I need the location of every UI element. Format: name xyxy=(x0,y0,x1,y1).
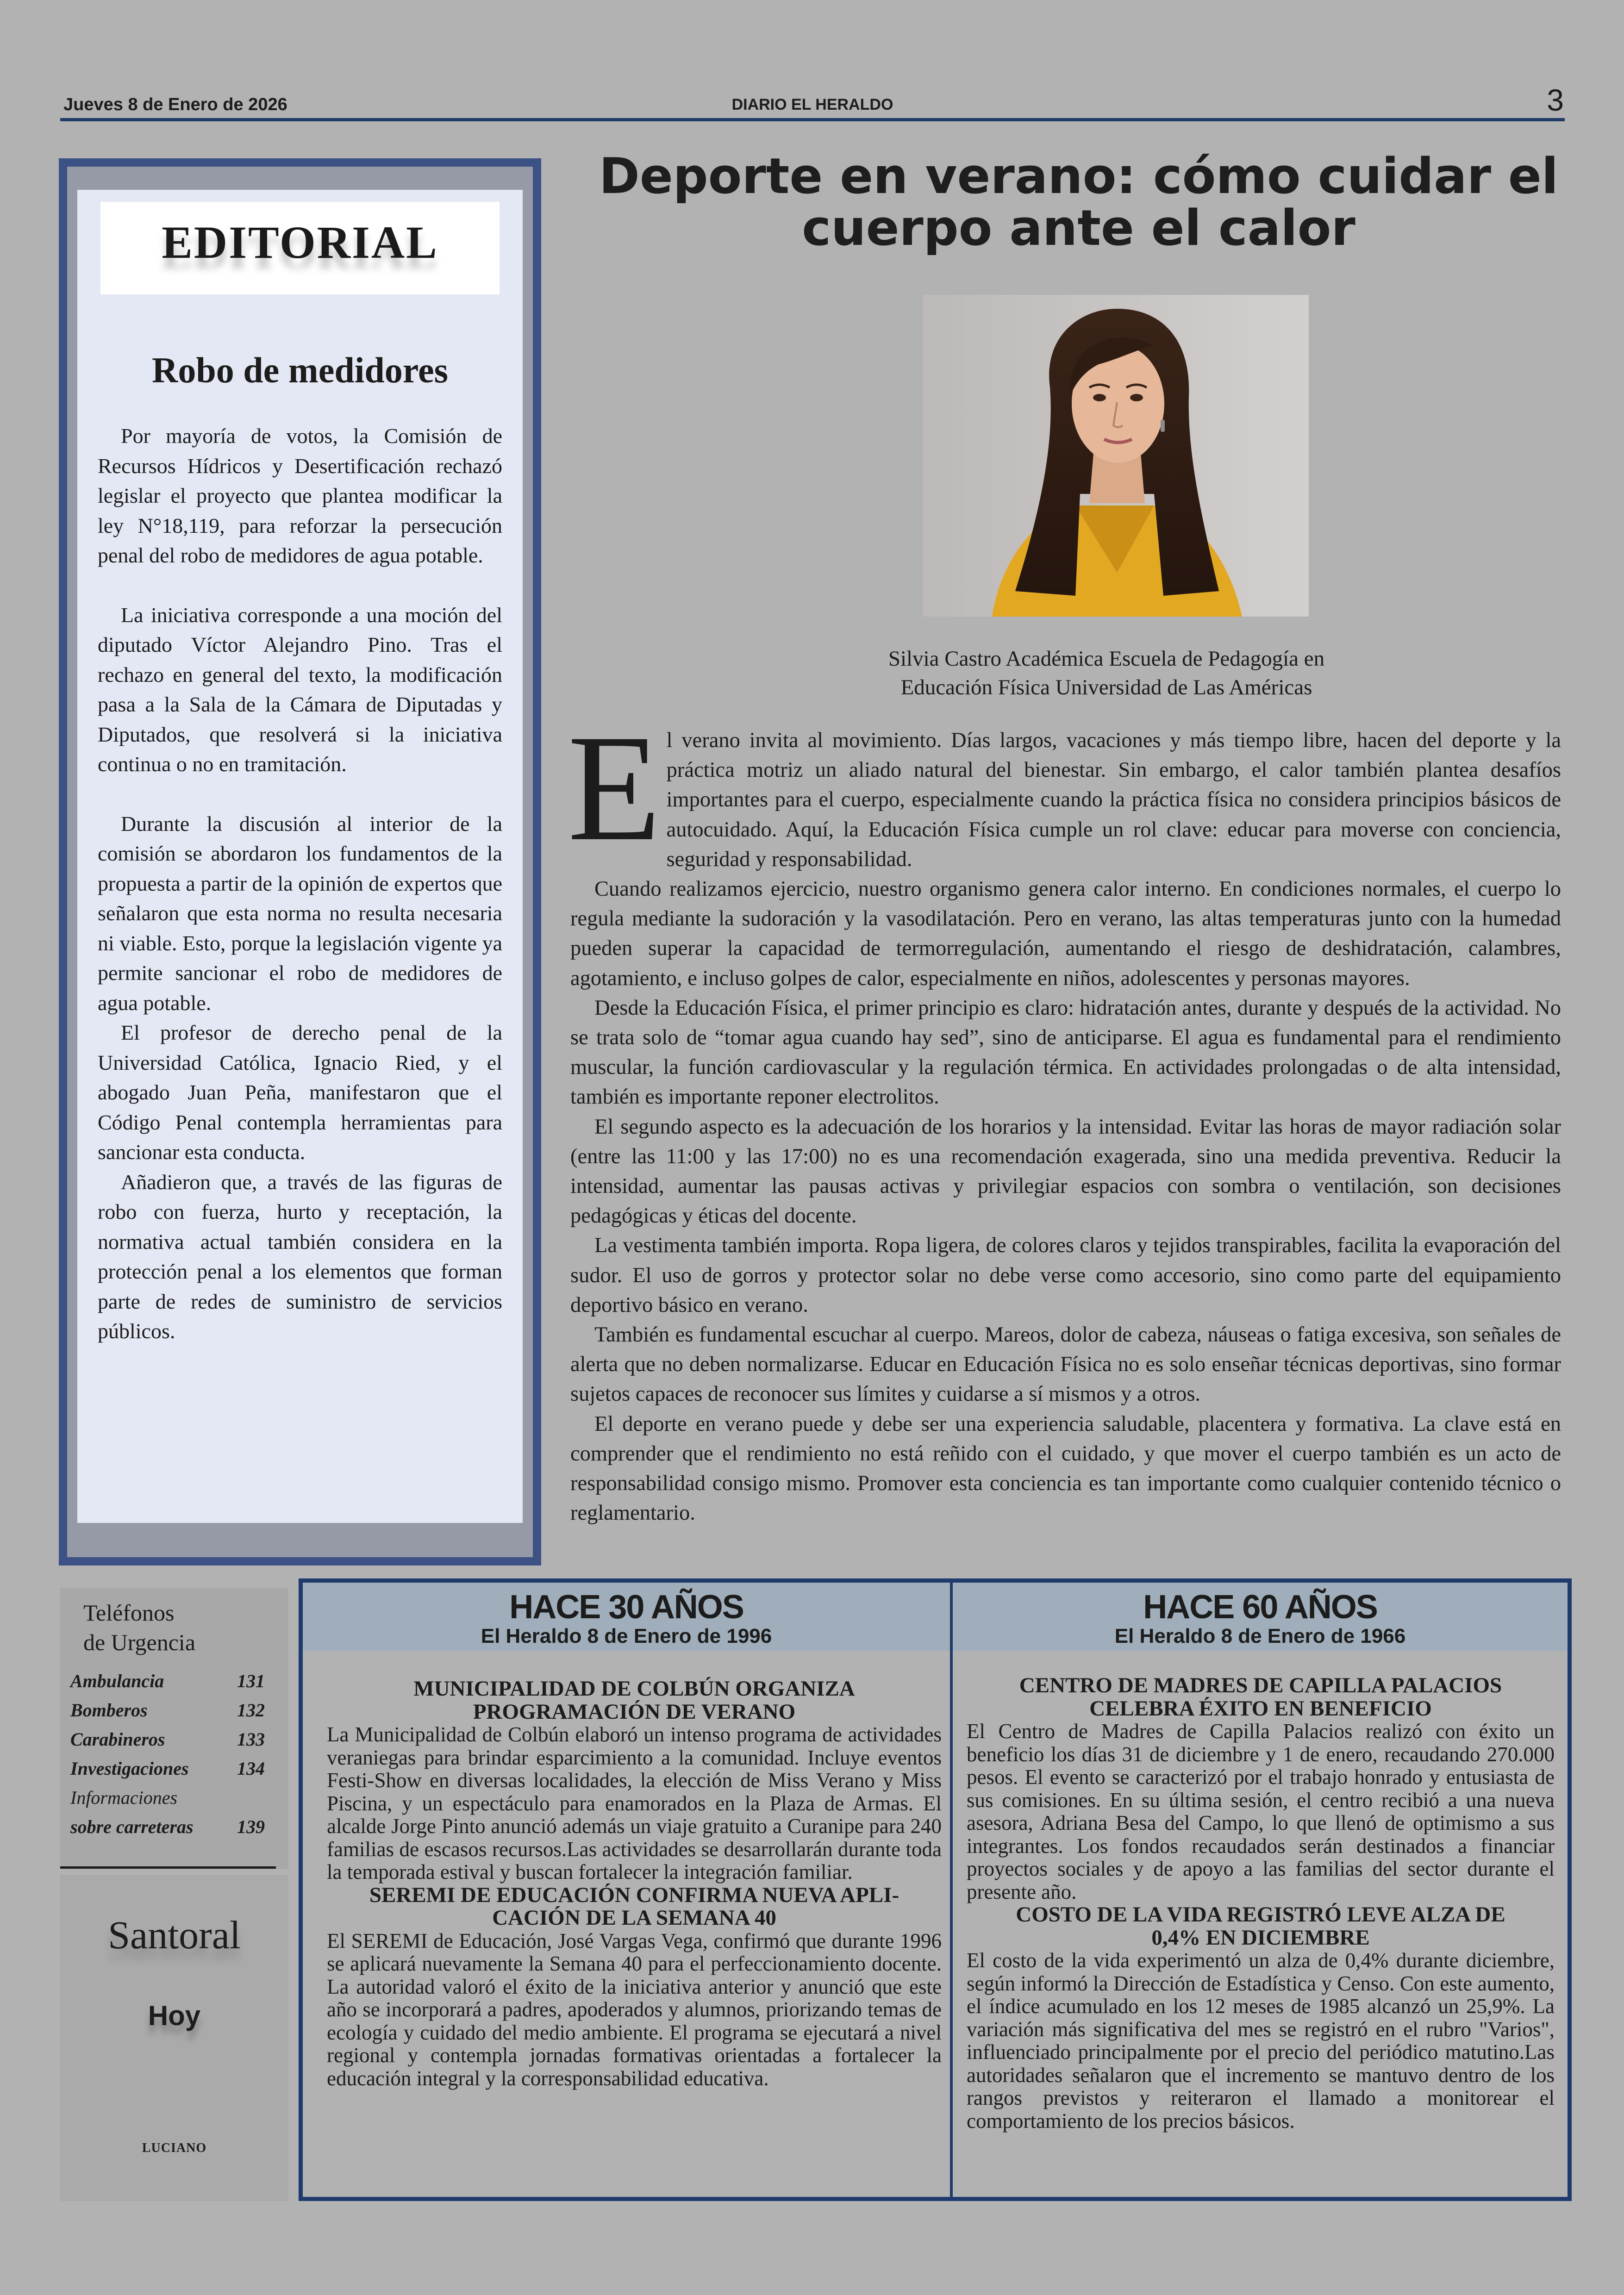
editorial-paragraph: Durante la discusión al interior de la comisión se abordaron los fundamentos de la propuesta a partir de la opinión de expertos que señalaron que esta norma no resulta necesaria ni viable. Esto, porque la legislación vigente ya permite sancionar el robo de medidores de agua potable. xyxy=(98,811,502,1015)
santoral-today-label: Hoy xyxy=(148,2000,201,2031)
editorial-box xyxy=(59,158,541,1565)
editorial-title: Robo de medidores xyxy=(152,350,448,390)
phone-label: Bomberos xyxy=(70,1700,148,1721)
phone-entry xyxy=(70,1754,283,1783)
story-title-line: PROGRAMACIÓN DE VERANO xyxy=(473,1699,796,1724)
header-newspaper-name: DIARIO EL HERALDO xyxy=(731,96,893,113)
phone-entry xyxy=(70,1725,283,1754)
phone-number: 139 xyxy=(237,1816,265,1837)
header-date: Jueves 8 de Enero de 2026 xyxy=(63,95,287,114)
phones-divider xyxy=(60,1866,276,1869)
santoral-box xyxy=(60,1875,288,2201)
article-paragraph: El segundo aspecto es la adecuación de los horarios y la intensidad. Evitar las horas de mayor radiación solar (entre las 11:00 y las 17:00) no es una recomendación exagerada, sino una medida preventiva. Reducir la intensidad, aumentar las pausas activas y privilegiar espacios con sombra o ventilación, son decisiones pedagógicas y éticas del docente. xyxy=(570,1115,1561,1228)
phone-label: Carabineros xyxy=(70,1729,165,1750)
author-photo xyxy=(923,295,1309,617)
first-paragraph-text: l verano invita al movimiento. Días largos, vacaciones y más tiempo libre, hacen del deporte y la práctica motriz un aliado natural del bienestar. Sin embargo, el calor también plantea desafíos importantes para el cuerpo, especialmente cuando la práctica física no considera principios básicos de autocuidado. Aquí, la Educación Física cumple un rol clave: educar para moverse con conciencia, seguridad y responsabilidad. xyxy=(666,729,1561,871)
editorial-body xyxy=(98,421,502,1347)
story-text: El Centro de Madres de Capilla Palacios realizó con éxito un beneficio los días 31 de diciembre y 1 de enero, recaudando 270.000 pesos. El evento se caracterizó por el trabajo honrado y entusiasta de sus comisiones. En su última sesión, el centro recibió a una nueva asesora, Adriana Besa del Campo, lo que llenó de optimismo a sus integrantes. Los fondos recaudados serán destinados a financiar proyectos sociales y de apoyo a las familias del sector durante el presente año. xyxy=(967,1720,1555,1903)
story-title xyxy=(967,1674,1555,1720)
editorial-paragraph: Añadieron que, a través de las figuras de robo con fuerza, hurto y receptación, la normativa actual también considera en la protección penal a los elementos que forman parte de redes de suministro de servicios públicos. xyxy=(98,1170,502,1343)
article-first-paragraph xyxy=(568,704,1561,874)
emergency-phones-box xyxy=(60,1588,288,1869)
phone-label: Ambulancia xyxy=(70,1671,164,1691)
caption-line: Silvia Castro Académica Escuela de Pedagogía en xyxy=(888,647,1325,671)
editorial-paragraph: La iniciativa corresponde a una moción del diputado Víctor Alejandro Pino. Tras el rechazo en general del texto, la modificación pasa a la Sala de la Cámara de Diputadas y Diputados, que resolverá si la iniciativa continua o no en tramitación. xyxy=(98,603,502,776)
phone-number: 133 xyxy=(237,1729,265,1750)
phone-entry xyxy=(70,1696,283,1725)
article-title: Deporte en verano: cómo cuidar el cuerpo ante el calor xyxy=(599,148,1559,256)
phone-number: 131 xyxy=(237,1671,265,1691)
editorial-paragraph: El profesor de derecho penal de la Universidad Católica, Ignacio Ried, y el abogado Juan Peña, manifestaron que el Código Penal contempla herramientas para sancionar esta conducta. xyxy=(98,1021,502,1164)
phone-label: Investigaciones xyxy=(70,1758,189,1779)
story-title-line: COSTO DE LA VIDA REGISTRÓ LEVE ALZA DE xyxy=(1016,1902,1505,1927)
story-title-line: CELEBRA ÉXITO EN BENEFICIO xyxy=(1089,1696,1432,1721)
story-title-line: MUNICIPALIDAD DE COLBÚN ORGANIZA xyxy=(413,1677,855,1701)
story-title xyxy=(327,1884,942,1930)
phones-list xyxy=(70,1666,283,1841)
author-portrait-illustration xyxy=(923,295,1309,617)
story-title-line: SEREMI DE EDUCACIÓN CONFIRMA NUEVA APLI- xyxy=(369,1883,899,1907)
hace-30-header xyxy=(303,1583,950,1651)
hace-60-subheading: El Heraldo 8 de Enero de 1966 xyxy=(1114,1625,1406,1647)
article-paragraph: Cuando realizamos ejercicio, nuestro organismo genera calor interno. En condiciones normales, el cuerpo lo regula mediante la sudoración y la vasodilatación. Pero en verano, las altas temperaturas junto con la humedad pueden superar la capacidad de termorregulación, aumentando el riesgo de deshidratación, calambres, agotamiento, e incluso golpes de calor, especialmente en niños, adolescentes y personas mayores. xyxy=(570,877,1561,990)
photo-caption xyxy=(694,644,1518,702)
phone-entry xyxy=(70,1666,283,1696)
story-title xyxy=(327,1678,942,1723)
story-text: El SEREMI de Educación, José Vargas Vega, confirmó que durante 1996 se aplicará nuevamente la Semana 40 para el perfeccionamiento docente. La autoridad valoró el éxito de la iniciativa anterior y anunció que este año se incorporará a padres, apoderados y alumnos, priorizando temas de ecología y cuidado del medio ambiente. El programa se ejecutará a nivel regional y contempla jornadas formativas orientadas a fortalecer la educación integral y la corresponsabilidad educativa. xyxy=(327,1929,942,2090)
editorial-paragraph: Por mayoría de votos, la Comisión de Recursos Hídricos y Desertificación rechazó legislar el proyecto que plantea modificar la ley N°18,119, para reforzar la persecución penal del robo de medidores de agua potable. xyxy=(98,424,502,567)
hace-30-column xyxy=(303,1583,950,2197)
story-text: El costo de la vida experimentó un alza de 0,4% durante diciembre, según informó la Dirección de Estadística y Censo. Con este aumento, el índice acumulado en los 12 meses de 1985 alcanzó un 25,9%. La variación más significativa del mes se registró en el rubro "Varios", influenciado principalmente por el precio del periódico matutino.Las autoridades señalaron que el incremento se mantuvo dentro de los rangos previstos y reiteraron el llamado a monitorear el comportamiento de los precios básicos. xyxy=(967,1949,1555,2133)
article-paragraph: También es fundamental escuchar al cuerpo. Mareos, dolor de cabeza, náuseas o fatiga excesiva, son señales de alerta que no deben normalizarse. Educar en Educación Física no es solo enseñar técnicas deportivas, sino formar sujetos capaces de reconocer sus límites y cuidarse a sí mismos y a otros. xyxy=(570,1323,1561,1406)
phone-label: sobre carreteras xyxy=(70,1816,194,1837)
phones-title xyxy=(83,1598,195,1657)
phone-entry xyxy=(70,1812,283,1841)
article-paragraph: Desde la Educación Física, el primer principio es claro: hidratación antes, durante y después de la actividad. No se trata solo de “tomar agua cuando hay sed”, sino de anticiparse. El agua es fundamental para el rendimiento muscular, la función cardiovascular y la regulación térmica. En actividades prolongadas o de alta intensidad, también es importante reponer electrolitos. xyxy=(570,996,1561,1109)
phones-title-line: Teléfonos xyxy=(83,1600,175,1626)
page-number: 3 xyxy=(1547,83,1564,117)
hace-60-body xyxy=(967,1674,1555,2133)
hace-30-subheading: El Heraldo 8 de Enero de 1996 xyxy=(481,1625,772,1647)
editorial-label-box xyxy=(100,202,500,294)
story-title-line: CENTRO DE MADRES DE CAPILLA PALACIOS xyxy=(1019,1673,1502,1697)
phone-info-text: Informaciones xyxy=(70,1787,178,1808)
phone-info-label xyxy=(70,1783,283,1812)
phone-number: 132 xyxy=(237,1700,265,1721)
santoral-saint-name: LUCIANO xyxy=(142,2141,207,2155)
article-paragraph: La vestimenta también importa. Ropa ligera, de colores claros y tejidos transpirables, facilita la evaporación del sudor. El uso de gorros y protector solar no debe verse como accesorio, sino como parte del equipamiento deportivo básico en verano. xyxy=(570,1234,1561,1317)
hace-30-heading: HACE 30 AÑOS xyxy=(509,1589,743,1626)
story-title-line: 0,4% EN DICIEMBRE xyxy=(1151,1925,1370,1950)
story-title-line: CACIÓN DE LA SEMANA 40 xyxy=(492,1906,776,1930)
hace-60-column xyxy=(953,1583,1568,2197)
drop-cap: E xyxy=(568,704,661,873)
caption-line: Educación Física Universidad de Las Américas xyxy=(900,675,1312,699)
article-paragraph: El deporte en verano puede y debe ser una experiencia saludable, placentera y formativa. La clave está en comprender que el rendimiento no está reñido con el cuidado, y que mover el cuerpo también es un acto de responsabilidad consigo mismo. Promover esta conciencia es tan importante como cualquier contenido técnico o reglamentario. xyxy=(570,1412,1561,1525)
phones-title-line: de Urgencia xyxy=(83,1629,196,1655)
editorial-label: EDITORIAL xyxy=(162,217,438,268)
phone-number: 134 xyxy=(237,1758,265,1779)
hace-60-header xyxy=(953,1583,1568,1651)
story-text: La Municipalidad de Colbún elaboró un intenso programa de actividades veraniegas para brindar esparcimiento a la comunidad. Incluye eventos Festi-Show en diversas localidades, la elección de Miss Verano y Miss Piscina, y un espectáculo para enamorados en la Plaza de Armas. El alcalde Jorge Pinto anunció además un viaje gratuito a Curanipe para 240 familias de escasos recursos.Las actividades se desarrollarán durante toda la temporada estival y buscan fortalecer la integración familiar. xyxy=(327,1723,942,1883)
header-rule xyxy=(60,118,1565,121)
history-box xyxy=(299,1578,1572,2201)
editorial-panel xyxy=(77,190,523,1523)
story-title xyxy=(967,1903,1555,1949)
hace-60-heading: HACE 60 AÑOS xyxy=(1143,1589,1377,1626)
santoral-title: Santoral xyxy=(108,1913,241,1957)
hace-30-body xyxy=(327,1678,942,2090)
article-body xyxy=(568,704,1561,1528)
